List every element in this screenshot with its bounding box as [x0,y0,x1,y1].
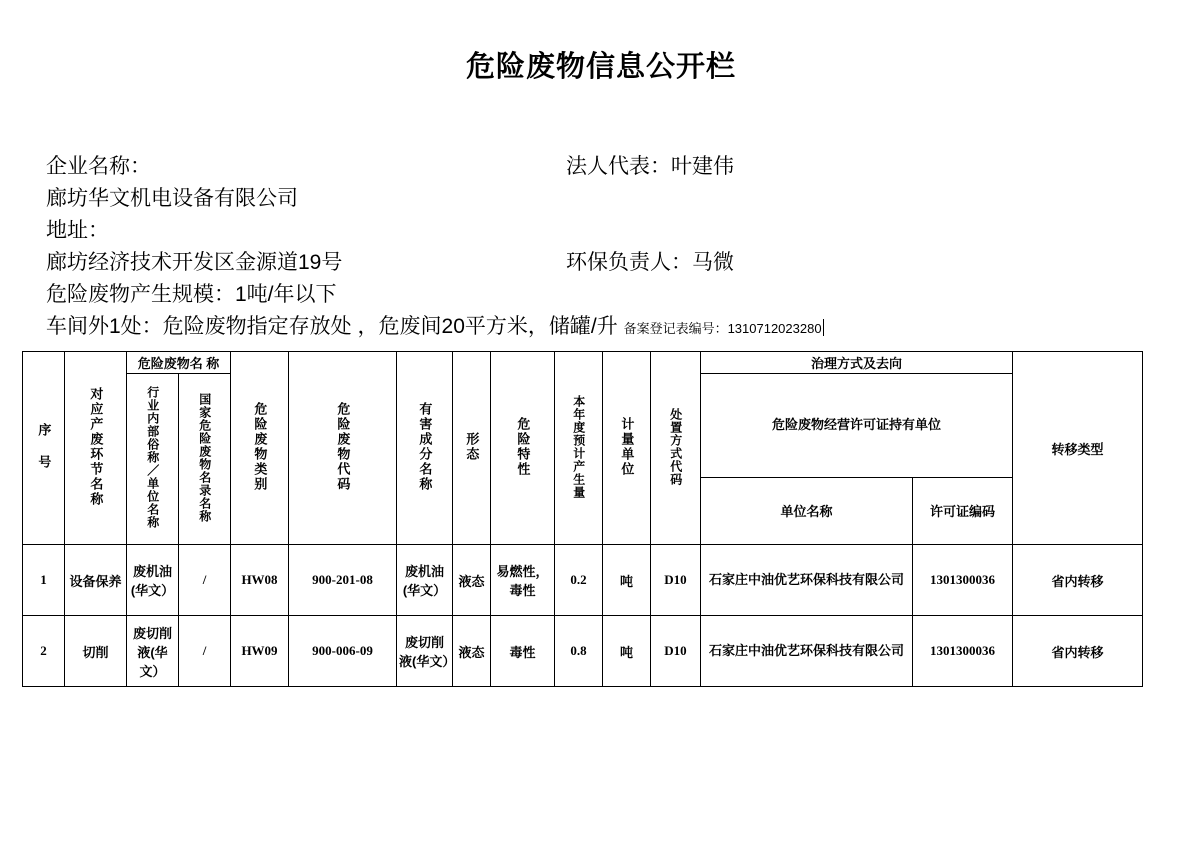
cell-unit-name: 石家庄中油优艺环保科技有限公司 [701,616,913,687]
table-row [23,545,1143,616]
address-label: 地址： [46,219,109,242]
document-page [0,44,1202,844]
hazardous-waste-table [22,351,1143,687]
header-process: 对应产废环节名称 [65,352,127,545]
cell-transfer-type: 省内转移 [1013,616,1143,687]
cell-form: 液态 [453,545,491,616]
cell-waste-category: HW09 [231,616,289,687]
cell-industry-internal-name: 废机油(华文） [127,545,179,616]
header-seq: 序 号 [23,352,65,545]
header-estimated-amount: 本年度预计产生量 [555,352,603,545]
cell-hazard-property: 毒性 [491,616,555,687]
header-license-holder-group: 危险废物经营许可证持有单位 [701,374,1013,478]
cell-waste-code: 900-201-08 [289,545,397,616]
cell-disposal-code: D10 [651,545,701,616]
cell-national-catalog-name: / [179,616,231,687]
cell-harmful-component: 废切削液(华文） [397,616,453,687]
company-label: 企业名称： [46,155,151,178]
cell-form: 液态 [453,616,491,687]
company-name-row [46,183,1202,215]
header-waste-category: 危险废物类别 [231,352,289,545]
header-unit: 计量单位 [603,352,651,545]
header-hazard-property: 危险特性 [491,352,555,545]
header-unit-name: 单位名称 [701,477,913,544]
cell-unit: 吨 [603,545,651,616]
header-transfer-type: 转移类型 [1013,352,1143,545]
address-label-row [46,215,1202,247]
address-value: 廊坊经济技术开发区金源道19号 [46,251,343,274]
company-name: 廊坊华文机电设备有限公司 [46,187,298,210]
cell-process: 设备保养 [65,545,127,616]
registration-number: 备案登记表编号：1310712023280 [623,321,822,336]
header-form: 形态 [453,352,491,545]
cell-transfer-type: 省内转移 [1013,545,1143,616]
storage-row [46,311,1202,343]
header-industry-internal-name: 行业内部俗称／单位名称 [127,374,179,545]
header-disposal-code: 处置方式代码 [651,352,701,545]
cell-license-number: 1301300036 [913,545,1013,616]
header-treatment-group: 治理方式及去向 [701,352,1013,374]
scale-row [46,279,1202,311]
cell-seq: 1 [23,545,65,616]
page-title: 危险废物信息公开栏 [465,51,736,83]
cell-license-number: 1301300036 [913,616,1013,687]
cell-harmful-component: 废机油(华文） [397,545,453,616]
header-waste-name-group: 危险废物名 称 [127,352,231,374]
cell-waste-category: HW08 [231,545,289,616]
waste-scale: 危险废物产生规模：1吨/年以下 [46,283,337,306]
storage-info: 车间外1处：危险废物指定存放处 ，危废间20平方米，储罐/升 [46,315,618,338]
legal-representative: 法人代表：叶建伟 [566,155,734,178]
cell-process: 切削 [65,616,127,687]
cell-unit: 吨 [603,616,651,687]
cell-hazard-property: 易燃性，毒性 [491,545,555,616]
cell-industry-internal-name: 废切削液(华文） [127,616,179,687]
cell-waste-code: 900-006-09 [289,616,397,687]
cell-estimated-amount: 0.8 [555,616,603,687]
text-caret [823,319,824,336]
header-license-number: 许可证编码 [913,477,1013,544]
header-info-block [0,151,1202,343]
cell-estimated-amount: 0.2 [555,545,603,616]
cell-seq: 2 [23,616,65,687]
cell-disposal-code: D10 [651,616,701,687]
header-harmful-component: 有害成分名称 [397,352,453,545]
company-row [46,151,1202,183]
address-row [46,247,1202,279]
header-national-catalog-name: 国家危险废物名录名称 [179,374,231,545]
table-header-row-1 [23,352,1143,374]
cell-unit-name: 石家庄中油优艺环保科技有限公司 [701,545,913,616]
table-row [23,616,1143,687]
env-officer: 环保负责人：马微 [566,251,734,274]
header-waste-code: 危险废物代码 [289,352,397,545]
cell-national-catalog-name: / [179,545,231,616]
